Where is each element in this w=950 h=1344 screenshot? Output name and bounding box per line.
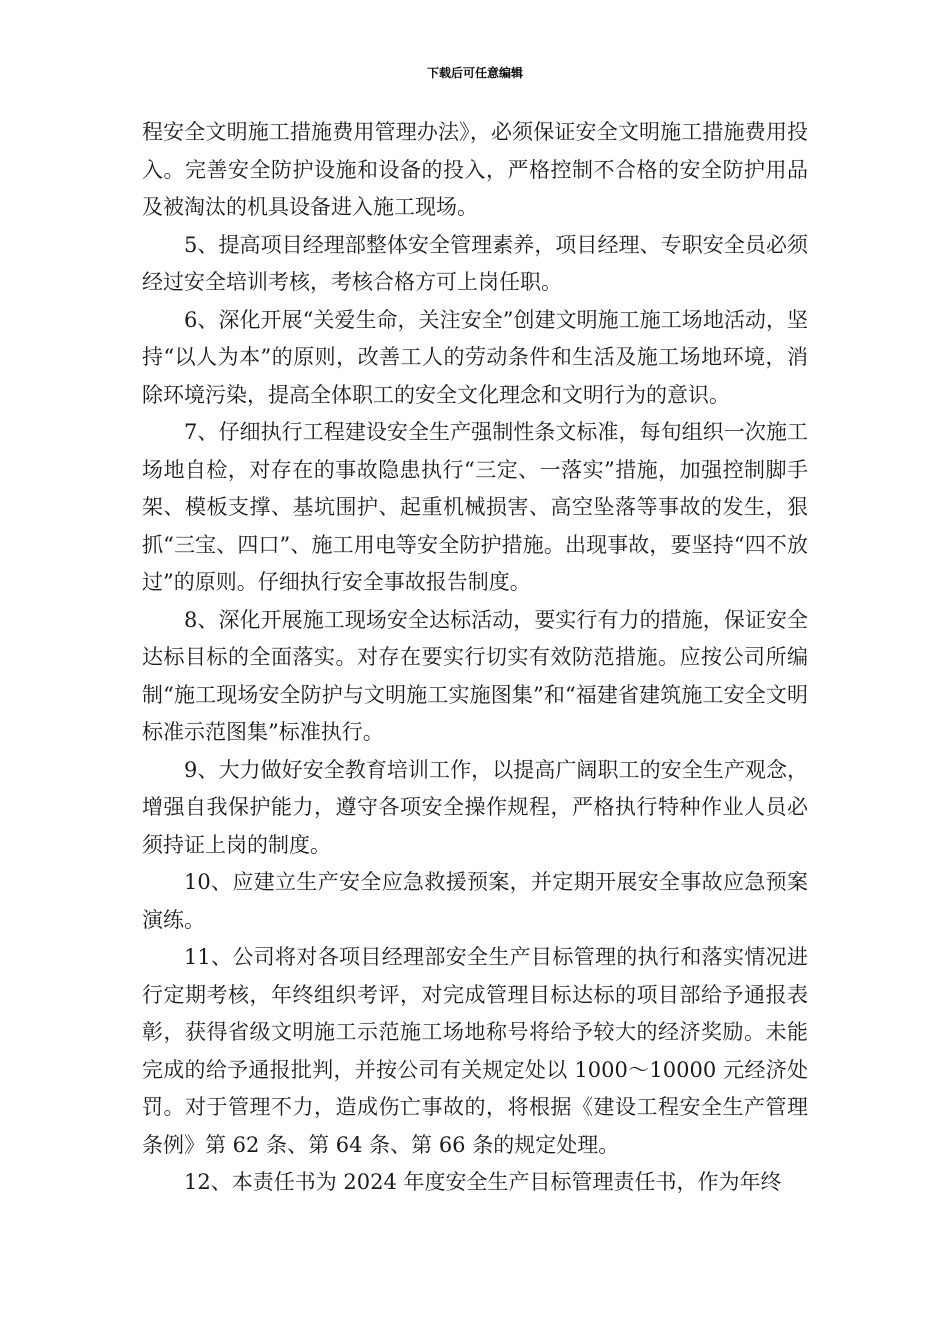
- paragraph-item-12: 12、本责任书为 2024 年度安全生产目标管理责任书，作为年终: [184, 1170, 782, 1194]
- document-body: [142, 114, 808, 1202]
- paragraph-item-10: 10、应建立生产安全应急救援预案，并定期开展安全事故应急预案演练。: [142, 870, 808, 932]
- paragraph-item-11: 11、公司将对各项目经理部安全生产目标管理的执行和落实情况进行定期考核，年终组织考评，对完成管理目标达标的项目部给予通报表彰，获得省级文明施工示范施工场地称号将给予较大的经济奖励。未能完成的给予通报批判，并按公司有关规定处以 1000～10000 元经济处罚。对于管理不力，造成伤亡事故的，将根据《建设工程安全生产管理条例》第 62 条、第 64 条、第 66 条的规定处理。: [142, 945, 808, 1157]
- paragraph-item-5: 5、提高项目经理部整体安全管理素养，项目经理、专职安全员必须经过安全培训考核，考核合格方可上岗任职。: [142, 232, 808, 294]
- paragraph-item-7: 7、仔细执行工程建设安全生产强制性条文标准，每旬组织一次施工场地自检，对存在的事故隐患执行“三定、一落实”措施，加强控制脚手架、模板支撑、基坑围护、起重机械损害、高空坠落等事故的发生，狠抓“三宝、四口”、施工用电等安全防护措施。出现事故，要坚持“四不放过”的原则。仔细执行安全事故报告制度。: [142, 420, 808, 594]
- paragraph-continuation: 程安全文明施工措施费用管理办法》，必须保证安全文明施工措施费用投入。完善安全防护设施和设备的投入，严格控制不合格的安全防护用品及被淘汰的机具设备进入施工现场。: [142, 120, 808, 219]
- page-header: 下载后可任意编辑: [426, 66, 523, 80]
- paragraph-item-8: 8、深化开展施工现场安全达标活动，要实行有力的措施，保证安全达标目标的全面落实。对存在要实行切实有效防范措施。应按公司所编制“施工现场安全防护与文明施工实施图集”和“福建省建筑施工安全文明标准示范图集”标准执行。: [142, 607, 808, 744]
- paragraph-item-6: 6、深化开展“关爱生命，关注安全”创建文明施工施工场地活动，坚持“以人为本”的原则，改善工人的劳动条件和生活及施工场地环境，消除环境污染，提高全体职工的安全文化理念和文明行为的意识。: [142, 307, 808, 407]
- paragraph-item-9: 9、大力做好安全教育培训工作，以提高广阔职工的安全生产观念，增强自我保护能力，遵守各项安全操作规程，严格执行特种作业人员必须持证上岗的制度。: [142, 757, 808, 857]
